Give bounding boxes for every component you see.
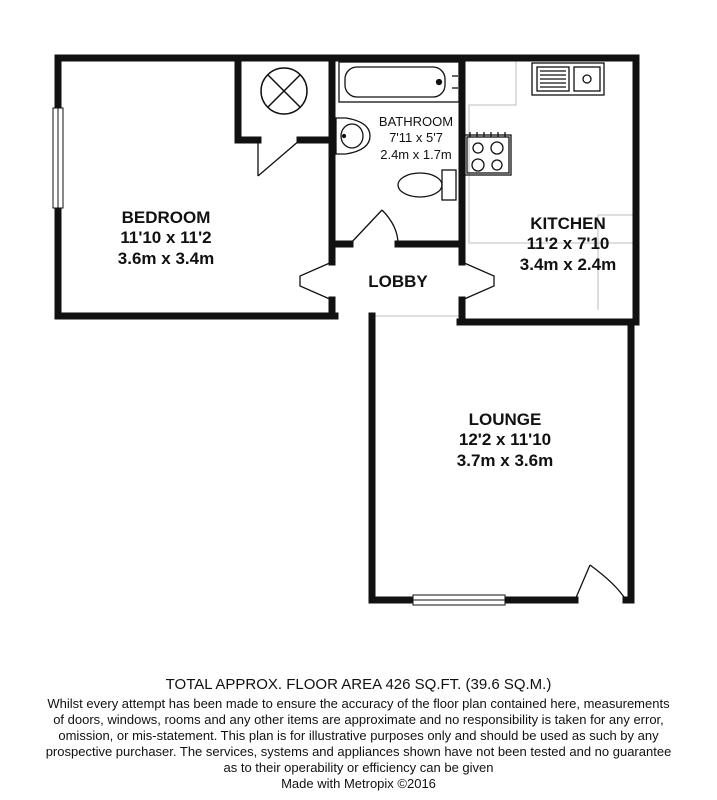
credit-line: Made with Metropix ©2016 <box>281 776 436 791</box>
disclaimer-line: omission, or mis-statement. This plan is for illustrative purposes only and should be used as such by any <box>58 728 659 743</box>
kitchen-name: KITCHEN <box>530 214 606 233</box>
disclaimer-line: Whilst every attempt has been made to ensure the accuracy of the floor plan contained here, measurements <box>47 696 670 711</box>
cupboard-fan-icon <box>261 68 307 114</box>
hob-icon <box>465 132 511 175</box>
bedroom-window <box>53 108 63 208</box>
lounge-name: LOUNGE <box>468 410 542 429</box>
bedroom-label <box>96 208 236 269</box>
kitchen-sink-icon <box>532 63 604 95</box>
lounge-window <box>413 595 505 605</box>
lobby-name: LOBBY <box>368 272 428 291</box>
disclaimer <box>0 696 717 792</box>
bedroom-metric: 3.6m x 3.4m <box>117 248 215 268</box>
basin-icon <box>336 118 370 154</box>
disclaimer-line: prospective purchaser. The services, systems and appliances shown have not been tested and no guarantee <box>45 744 672 759</box>
kitchen-imperial: 11'2 x 7'10 <box>526 234 610 254</box>
bedroom-name: BEDROOM <box>121 208 211 227</box>
lounge-imperial: 12'2 x 11'10 <box>458 430 552 450</box>
bedroom-imperial: 11'10 x 11'2 <box>120 228 212 248</box>
bathtub-icon <box>339 62 459 102</box>
total-floor-area: TOTAL APPROX. FLOOR AREA 426 SQ.FT. (39.6 SQ.M.) <box>165 676 552 693</box>
lobby-label <box>348 272 448 292</box>
plan-footer <box>0 676 717 792</box>
disclaimer-line: of doors, windows, rooms and any other items are approximate and no responsibility is taken for any error, <box>53 712 664 727</box>
toilet-icon <box>398 170 456 200</box>
bathroom-name: BATHROOM <box>378 114 454 129</box>
walls <box>58 58 636 600</box>
bathroom-imperial: 7'11 x 5'7 <box>389 130 443 146</box>
lounge-metric: 3.7m x 3.6m <box>456 450 554 470</box>
disclaimer-line: as to their operability or efficiency can be given <box>223 760 494 775</box>
kitchen-label <box>500 214 636 275</box>
lounge-label <box>435 410 575 471</box>
kitchen-metric: 3.4m x 2.4m <box>519 254 617 274</box>
doors <box>258 140 626 600</box>
bathroom-label <box>368 114 464 163</box>
bathroom-metric: 2.4m x 1.7m <box>380 146 452 162</box>
